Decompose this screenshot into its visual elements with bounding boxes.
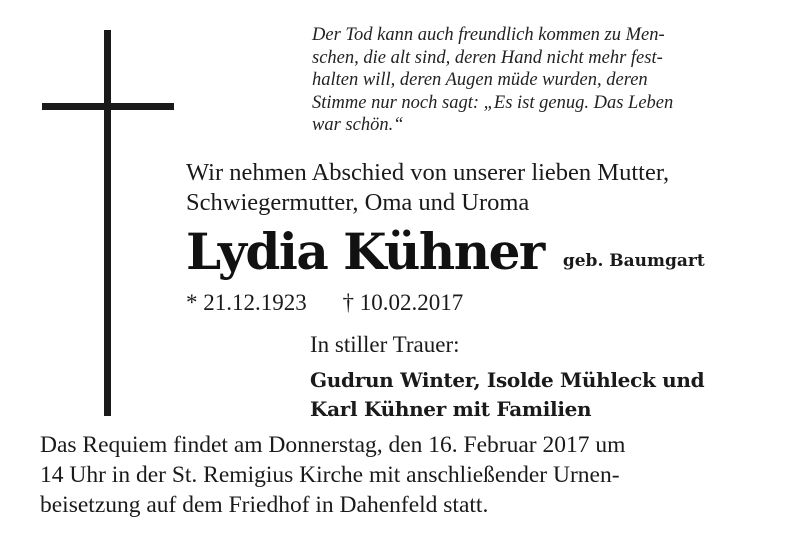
quote-block — [312, 24, 782, 137]
intro-line: Wir nehmen Abschied von unserer lieben Mutter, — [186, 159, 670, 186]
life-dates — [186, 288, 463, 318]
intro-line: Schwiegermutter, Oma und Uroma — [186, 189, 530, 216]
service-line: Das Requiem findet am Donnerstag, den 16. Februar 2017 um — [40, 432, 626, 458]
service-announcement — [40, 430, 780, 520]
birth-date: * 21.12.1923 — [186, 290, 307, 315]
cross-vertical-bar — [104, 30, 111, 416]
farewell-intro — [186, 158, 786, 218]
quote-line: schen, die alt sind, deren Hand nicht mehr fest- — [312, 47, 663, 68]
quote-line: Stimme nur noch sagt: „Es ist genug. Das Leben — [312, 92, 674, 113]
quote-line: halten will, deren Augen müde wurden, deren — [312, 70, 648, 90]
death-date: † 10.02.2017 — [342, 290, 464, 315]
service-line: 14 Uhr in der St. Remigius Kirche mit anschließender Urnen- — [40, 462, 620, 488]
maiden-name: geb. Baumgart — [562, 251, 705, 271]
deceased-name-row — [186, 222, 705, 282]
cross-horizontal-bar — [42, 103, 174, 110]
service-line: beisetzung auf dem Friedhof in Dahenfeld statt. — [40, 492, 489, 518]
mourning-label: In stiller Trauer: — [310, 332, 460, 357]
mourners-line: Karl Kühner mit Familien — [310, 397, 592, 421]
deceased-name: Lydia Kühner — [186, 222, 544, 281]
mourners-names — [310, 366, 704, 424]
quote-line: Der Tod kann auch freundlich kommen zu Men- — [312, 25, 665, 45]
quote-line: war schön.“ — [312, 115, 404, 135]
mourners-line: Gudrun Winter, Isolde Mühleck und — [310, 368, 705, 392]
